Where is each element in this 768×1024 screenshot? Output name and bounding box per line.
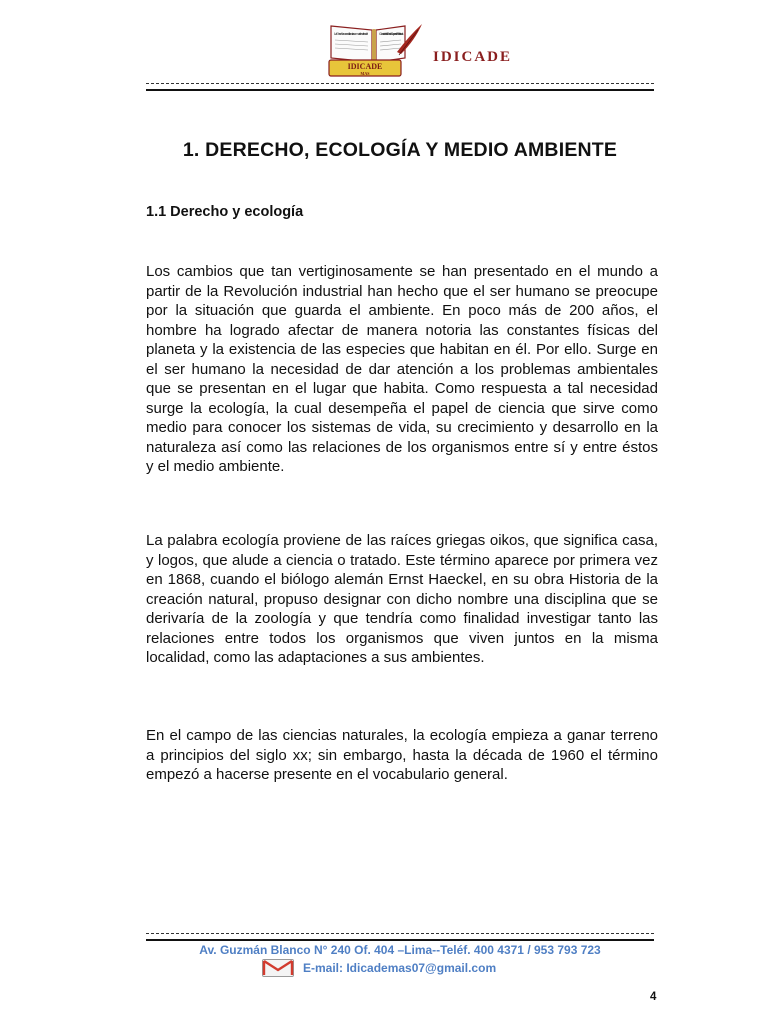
header-dashed-rule	[146, 83, 654, 84]
paragraph-2: La palabra ecología proviene de las raíces griegas oikos, que significa casa, y logos, que alude a ciencia o tratado. Este término aparece por primera vez en 1868, cuando el biólogo alemán Ernst Haeckel, en su obra Historia de la creación natural, propuso designar con dicho nombre una disciplina que se derivaría de la zoología y que tendría como finalidad investigar tanto las relaciones entre todos los organismos que viven juntos en la misma localidad, como las adaptaciones a sus ambientes.	[146, 532, 658, 666]
page-title: 1. DERECHO, ECOLOGÍA Y MEDIO AMBIENTE	[182, 139, 618, 161]
logo-sub-text: MAS	[360, 71, 370, 76]
section-subtitle: 1.1 Derecho y ecología	[146, 204, 304, 220]
footer-email-row	[262, 958, 496, 978]
gmail-envelope-icon	[262, 959, 294, 977]
institution-logo	[325, 22, 423, 78]
logo-book-left-text: La Enseñanza a distancia como alternativa del	[334, 31, 369, 36]
footer-dashed-rule	[146, 933, 654, 934]
logo-book-right-text: Conocimiento Técnico Superación Profesional	[379, 31, 404, 36]
logo-banner-text: IDICADE	[347, 62, 383, 71]
paragraph-3: En el campo de las ciencias naturales, la ecología empieza a ganar terreno a principios del siglo xx; sin embargo, hasta la década de 1960 el término empezó a hacerse presente en el vocabulario general.	[146, 727, 658, 783]
footer-email[interactable]: E-mail: Idicademas07@gmail.com	[303, 961, 497, 975]
footer-solid-rule	[146, 939, 654, 941]
header-solid-rule	[146, 89, 654, 91]
brand-name: IDICADE	[433, 49, 513, 65]
page-header	[0, 0, 768, 100]
page-number: 4	[650, 991, 657, 1003]
paragraph-1: Los cambios que tan vertiginosamente se han presentado en el mundo a partir de la Revolución industrial han hecho que el ser humano se preocupe por la situación que guarda el ambiente. En poco más de 200 años, el hombre ha logrado afectar de manera notoria las constantes físicas del planeta y la existencia de las especies que habitan en él. Por ello. Surge en el ser humano la necesidad de dar atención a los problemas ambientales que se presentan en el lugar que habita. Como respuesta a tal necesidad surge la ecología, la cual desempeña el papel de ciencia que sirve como medio para conocer los sistemas de vida, su crecimiento y desarrollo en la naturaleza así como las relaciones de los organismos entre sí y entre éstos y el medio ambiente.	[146, 263, 658, 475]
footer-address: Av. Guzmán Blanco N° 240 Of. 404 –Lima--Teléf. 400 4371 / 953 793 723	[199, 943, 601, 957]
